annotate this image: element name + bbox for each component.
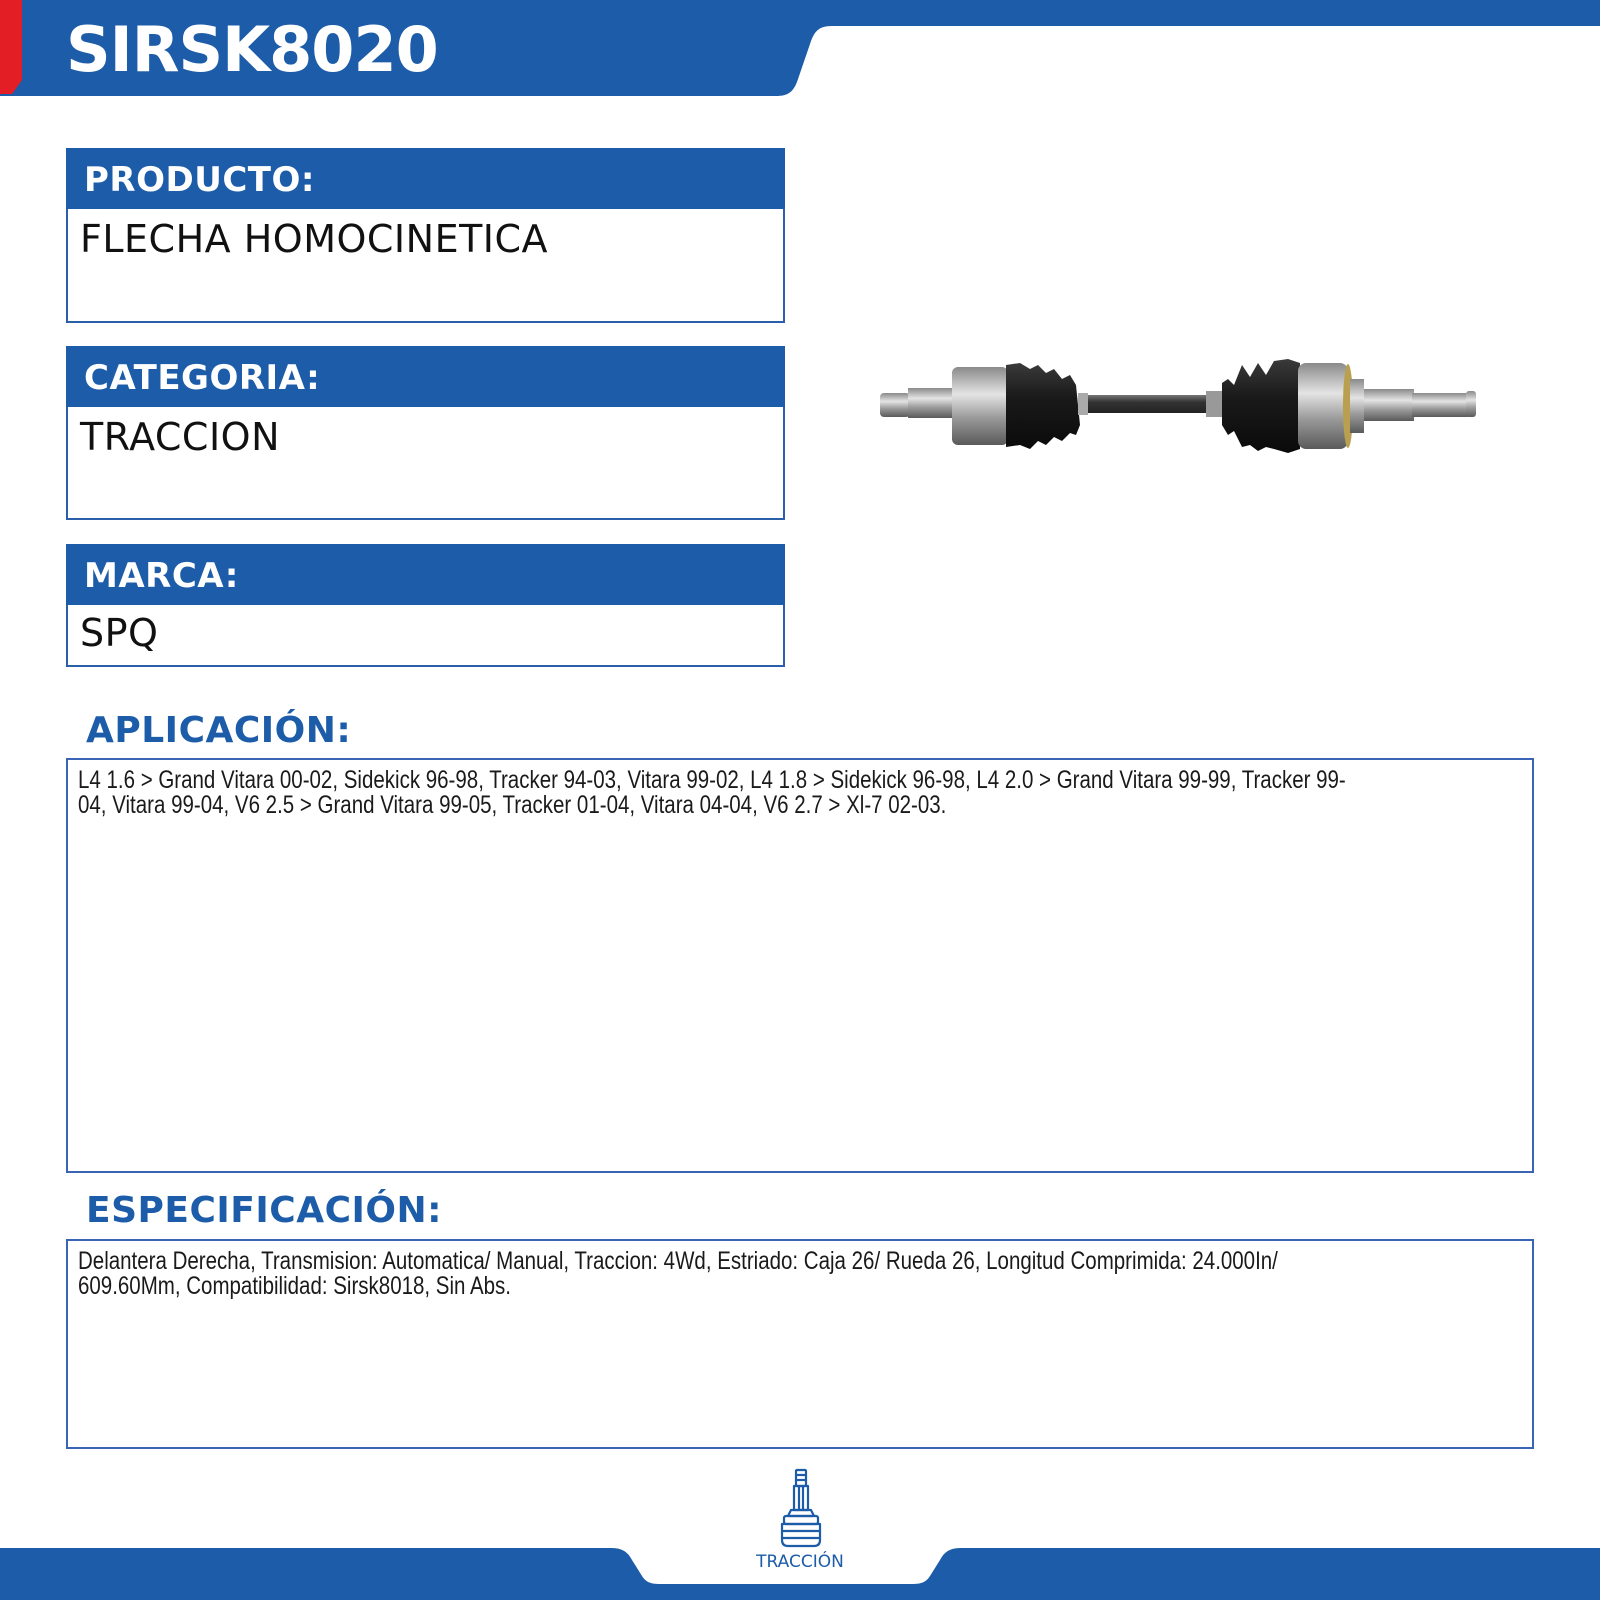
aplicacion-title: APLICACIÓN: (86, 710, 352, 751)
especificacion-line: Delantera Derecha, Transmision: Automatica/ Manual, Traccion: 4Wd, Estriado: Caja 26/ Rueda 26, Longitud Comprimida: 24.000In/ (78, 1247, 1278, 1275)
especificacion-title: ESPECIFICACIÓN: (86, 1190, 443, 1231)
product-code-title: SIRSK8020 (66, 13, 438, 86)
categoria-box (66, 346, 785, 520)
marca-label: MARCA: (66, 544, 785, 605)
producto-box (66, 148, 785, 323)
especificacion-box (66, 1239, 1534, 1449)
cv-joint-icon (778, 1468, 824, 1548)
producto-label: PRODUCTO: (66, 148, 785, 209)
aplicacion-line: 04, Vitara 99-04, V6 2.5 > Grand Vitara 99-05, Tracker 01-04, Vitara 04-04, V6 2.7 > Xl-7 02-03. (78, 791, 947, 819)
especificacion-line: 609.60Mm, Compatibilidad: Sirsk8018, Sin Abs. (78, 1272, 512, 1300)
aplicacion-text (78, 768, 1521, 818)
especificacion-text (78, 1249, 1521, 1299)
categoria-value: TRACCION (80, 415, 281, 459)
traccion-label: TRACCIÓN (756, 1552, 844, 1572)
cv-axle-shaft-image (870, 355, 1510, 465)
producto-value: FLECHA HOMOCINETICA (80, 217, 549, 261)
aplicacion-line: L4 1.6 > Grand Vitara 00-02, Sidekick 96-98, Tracker 94-03, Vitara 99-02, L4 1.8 > Sidekick 96-98, L4 2.0 > Grand Vitara 99-99, Tracker 99- (78, 766, 1346, 794)
categoria-label: CATEGORIA: (66, 346, 785, 407)
marca-box (66, 544, 785, 667)
marca-value: SPQ (80, 611, 159, 655)
aplicacion-box (66, 758, 1534, 1173)
